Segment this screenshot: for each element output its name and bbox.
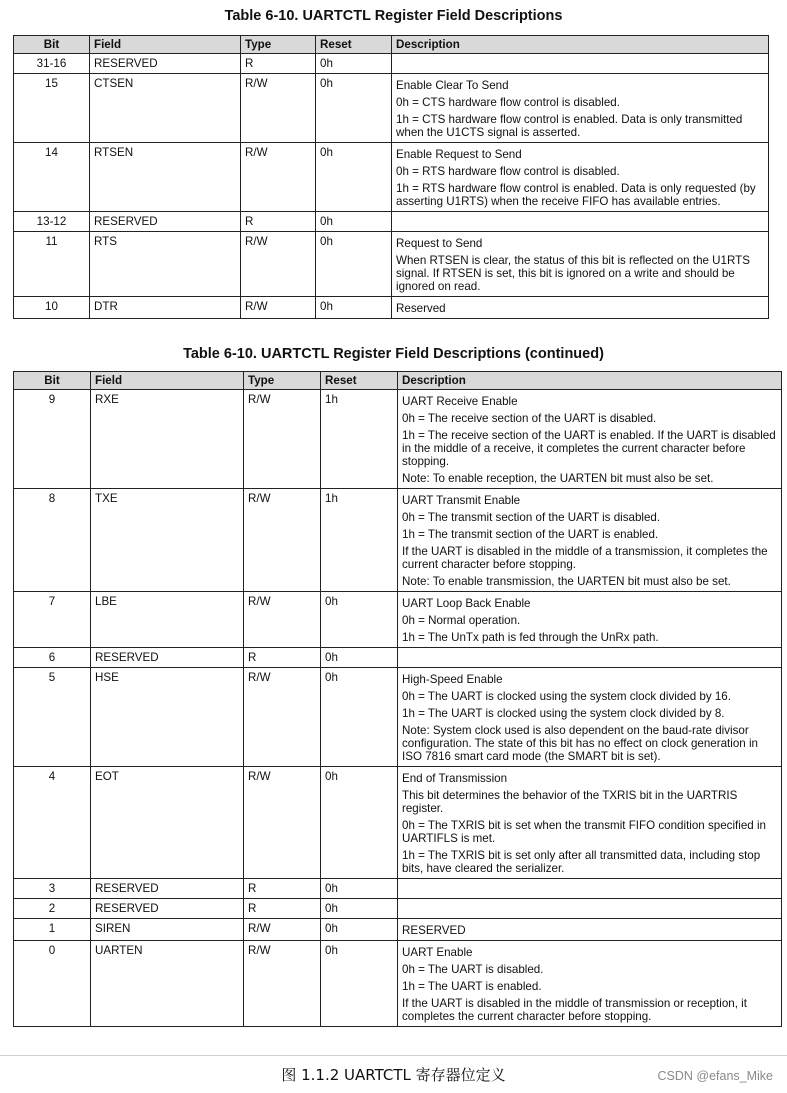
cell-bit: 9	[14, 390, 91, 489]
cell-bit: 15	[14, 74, 90, 143]
cell-type: R/W	[244, 489, 321, 592]
description-line: 1h = The UART is enabled.	[402, 980, 542, 993]
description-line: 1h = The transmit section of the UART is enabled.	[402, 528, 659, 541]
header-reset: Reset	[321, 372, 398, 390]
description-line: Reserved	[396, 302, 446, 315]
description-line: When RTSEN is clear, the status of this bit is reflected on the U1RTS signal. If RTSEN is set, this bit is ignored on a write and should be ignored on read.	[396, 254, 750, 293]
description-line: 0h = The transmit section of the UART is disabled.	[402, 511, 661, 524]
cell-reset: 0h	[316, 54, 392, 74]
header-field: Field	[91, 372, 244, 390]
cell-reset: 0h	[321, 767, 398, 879]
cell-type: R	[241, 212, 316, 232]
description-line: If the UART is disabled in the middle of a transmission, it completes the current character before stopping.	[402, 545, 768, 571]
table-row	[14, 297, 769, 319]
cell-type: R	[241, 54, 316, 74]
cell-field: RESERVED	[91, 879, 244, 899]
description-line: 0h = RTS hardware flow control is disabled.	[396, 165, 620, 178]
table-row	[14, 54, 769, 74]
table-header-row	[14, 36, 769, 54]
cell-field: RTS	[90, 232, 241, 297]
cell-description	[392, 212, 769, 232]
cell-description	[398, 668, 782, 767]
cell-field: SIREN	[91, 919, 244, 941]
cell-description	[398, 489, 782, 592]
cell-type: R/W	[241, 232, 316, 297]
description-line: Enable Clear To Send	[396, 79, 509, 92]
register-table-2	[13, 371, 782, 1027]
cell-description	[392, 74, 769, 143]
cell-type: R	[244, 879, 321, 899]
table-row	[14, 941, 782, 1027]
cell-field: EOT	[91, 767, 244, 879]
cell-bit: 31-16	[14, 54, 90, 74]
table-row	[14, 767, 782, 879]
description-line: Note: System clock used is also dependent on the baud-rate divisor configuration. The state of this bit has no effect on clock generation in ISO 7816 smart card mode (the SMART bit is set).	[402, 724, 758, 763]
table-row	[14, 143, 769, 212]
description-line: RESERVED	[402, 924, 466, 937]
description-line: High-Speed Enable	[402, 673, 503, 686]
description-line: 1h = The UnTx path is fed through the UnRx path.	[402, 631, 659, 644]
cell-field: RESERVED	[91, 648, 244, 668]
cell-type: R/W	[241, 74, 316, 143]
caption-divider	[0, 1055, 787, 1056]
description-line: Note: To enable transmission, the UARTEN bit must also be set.	[402, 575, 731, 588]
cell-field: RXE	[91, 390, 244, 489]
cell-description	[398, 899, 782, 919]
cell-description	[398, 879, 782, 899]
cell-reset: 0h	[321, 899, 398, 919]
table-row	[14, 668, 782, 767]
cell-bit: 11	[14, 232, 90, 297]
description-line: 1h = The receive section of the UART is enabled. If the UART is disabled in the middle of a receive, it completes the current character before stopping.	[402, 429, 776, 468]
table-row	[14, 489, 782, 592]
description-line: If the UART is disabled in the middle of transmission or reception, it completes the current character before stopping.	[402, 997, 747, 1023]
cell-description	[398, 592, 782, 648]
cell-type: R	[244, 899, 321, 919]
cell-reset: 0h	[321, 919, 398, 941]
cell-reset: 0h	[321, 879, 398, 899]
description-line: 1h = The UART is clocked using the system clock divided by 8.	[402, 707, 725, 720]
cell-bit: 1	[14, 919, 91, 941]
header-description: Description	[398, 372, 782, 390]
cell-bit: 7	[14, 592, 91, 648]
cell-field: TXE	[91, 489, 244, 592]
description-line: 0h = The UART is clocked using the system clock divided by 16.	[402, 690, 731, 703]
cell-bit: 0	[14, 941, 91, 1027]
cell-type: R/W	[244, 919, 321, 941]
cell-reset: 0h	[316, 297, 392, 319]
cell-reset: 1h	[321, 489, 398, 592]
cell-field: RTSEN	[90, 143, 241, 212]
table-row	[14, 592, 782, 648]
cell-field: LBE	[91, 592, 244, 648]
table-row	[14, 390, 782, 489]
description-line: UART Transmit Enable	[402, 494, 521, 507]
table1-title: Table 6-10. UARTCTL Register Field Descriptions	[224, 8, 563, 24]
cell-field: RESERVED	[90, 212, 241, 232]
cell-description	[398, 390, 782, 489]
cell-bit: 2	[14, 899, 91, 919]
description-line: 1h = CTS hardware flow control is enabled. Data is only transmitted when the U1CTS signal is asserted.	[396, 113, 743, 139]
cell-description	[398, 767, 782, 879]
cell-description	[398, 648, 782, 668]
cell-reset: 1h	[321, 390, 398, 489]
cell-bit: 13-12	[14, 212, 90, 232]
description-line: 0h = The receive section of the UART is disabled.	[402, 412, 657, 425]
cell-bit: 4	[14, 767, 91, 879]
table-row	[14, 212, 769, 232]
table-row	[14, 919, 782, 941]
description-line: Enable Request to Send	[396, 148, 522, 161]
cell-reset: 0h	[316, 74, 392, 143]
cell-reset: 0h	[321, 648, 398, 668]
description-line: UART Loop Back Enable	[402, 597, 531, 610]
header-field: Field	[90, 36, 241, 54]
table-row	[14, 232, 769, 297]
cell-description	[392, 297, 769, 319]
description-line: Request to Send	[396, 237, 483, 250]
cell-bit: 3	[14, 879, 91, 899]
table-row	[14, 74, 769, 143]
cell-description	[392, 54, 769, 74]
cell-type: R/W	[244, 592, 321, 648]
cell-description	[392, 143, 769, 212]
cell-field: HSE	[91, 668, 244, 767]
description-line: This bit determines the behavior of the TXRIS bit in the UARTRIS register.	[402, 789, 738, 815]
table-row	[14, 899, 782, 919]
cell-field: CTSEN	[90, 74, 241, 143]
description-line: Note: To enable reception, the UARTEN bit must also be set.	[402, 472, 714, 485]
description-line: End of Transmission	[402, 772, 508, 785]
register-table-1	[13, 35, 769, 319]
cell-field: DTR	[90, 297, 241, 319]
cell-type: R/W	[241, 143, 316, 212]
table-header-row	[14, 372, 782, 390]
header-bit: Bit	[14, 36, 90, 54]
cell-reset: 0h	[316, 143, 392, 212]
cell-description	[392, 232, 769, 297]
table-row	[14, 879, 782, 899]
description-line: 1h = RTS hardware flow control is enabled. Data is only requested (by asserting U1RTS) when the receive FIFO has available entries.	[396, 182, 756, 208]
cell-reset: 0h	[316, 212, 392, 232]
table-row	[14, 648, 782, 668]
description-line: 0h = The UART is disabled.	[402, 963, 544, 976]
cell-type: R/W	[244, 767, 321, 879]
header-description: Description	[392, 36, 769, 54]
header-bit: Bit	[14, 372, 91, 390]
watermark: CSDN @efans_Mike	[657, 1069, 773, 1083]
cell-bit: 6	[14, 648, 91, 668]
header-reset: Reset	[316, 36, 392, 54]
cell-bit: 10	[14, 297, 90, 319]
header-type: Type	[244, 372, 321, 390]
cell-description	[398, 941, 782, 1027]
cell-bit: 5	[14, 668, 91, 767]
table2-title: Table 6-10. UARTCTL Register Field Descriptions (continued)	[183, 346, 604, 362]
cell-field: RESERVED	[91, 899, 244, 919]
description-line: UART Enable	[402, 946, 473, 959]
cell-type: R	[244, 648, 321, 668]
description-line: 0h = The TXRIS bit is set when the transmit FIFO condition specified in UARTIFLS is met.	[402, 819, 766, 845]
cell-reset: 0h	[321, 592, 398, 648]
cell-description	[398, 919, 782, 941]
cell-reset: 0h	[321, 668, 398, 767]
cell-bit: 8	[14, 489, 91, 592]
cell-type: R/W	[244, 941, 321, 1027]
figure-caption: 图 1.1.2 UARTCTL 寄存器位定义	[281, 1066, 506, 1084]
header-type: Type	[241, 36, 316, 54]
description-line: 0h = CTS hardware flow control is disabled.	[396, 96, 620, 109]
cell-field: UARTEN	[91, 941, 244, 1027]
cell-field: RESERVED	[90, 54, 241, 74]
cell-reset: 0h	[316, 232, 392, 297]
cell-type: R/W	[244, 390, 321, 489]
cell-bit: 14	[14, 143, 90, 212]
description-line: UART Receive Enable	[402, 395, 518, 408]
cell-reset: 0h	[321, 941, 398, 1027]
description-line: 0h = Normal operation.	[402, 614, 521, 627]
cell-type: R/W	[241, 297, 316, 319]
cell-type: R/W	[244, 668, 321, 767]
description-line: 1h = The TXRIS bit is set only after all transmitted data, including stop bits, have cleared the serializer.	[402, 849, 761, 875]
